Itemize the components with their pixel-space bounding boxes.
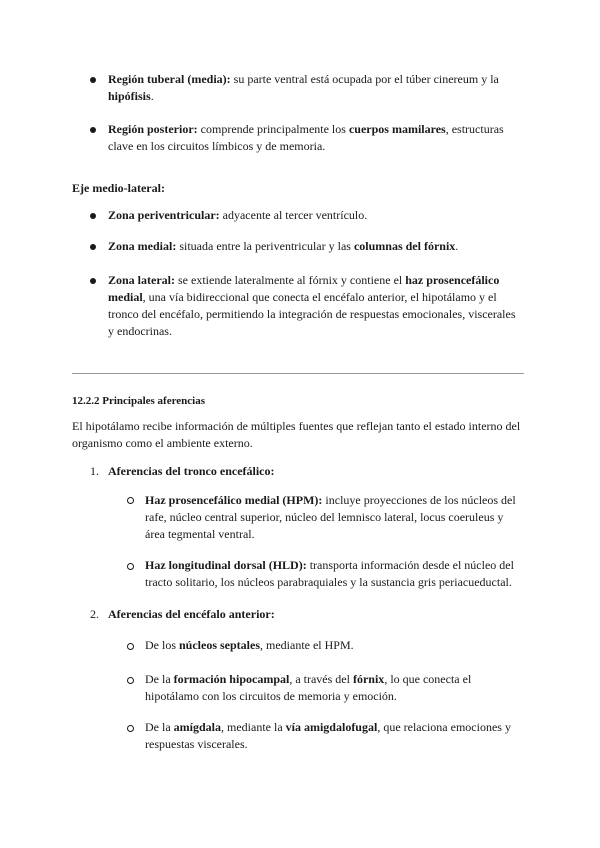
list-item: De los núcleos septales, mediante el HPM. <box>145 638 354 652</box>
bullet-icon <box>90 77 96 83</box>
circle-bullet-icon <box>127 497 134 504</box>
list-number: 2. <box>90 607 99 621</box>
list-item: Zona lateral: se extiende lateralmente al fórnix y contiene el haz prosencefálico medial, una vía bidireccional que conecta el encéfalo anterior, el hipotálamo y el tronco del encéfalo, permitiendo la integración de respuestas emocionales, viscerales y endocrinas. <box>108 273 516 338</box>
subsection-title: Aferencias del encéfalo anterior: <box>108 607 275 621</box>
list-number: 1. <box>90 464 99 478</box>
list-item: Zona periventricular: adyacente al tercer ventrículo. <box>108 208 368 222</box>
list-item: Haz longitudinal dorsal (HLD): transporta información desde el núcleo del tracto solitario, los núcleos parabraquiales y la sustancia gris periacueductal. <box>145 558 514 589</box>
bullet-icon <box>90 244 96 250</box>
list-item: Zona medial: situada entre la periventricular y las columnas del fórnix. <box>108 239 459 253</box>
section-title: 12.2.2 Principales aferencias <box>72 395 205 407</box>
bullet-icon <box>90 127 96 133</box>
list-item: De la amígdala, mediante la vía amigdalofugal, que relaciona emociones y respuestas viscerales. <box>145 720 511 751</box>
list-item: De la formación hipocampal, a través del fórnix, lo que conecta el hipotálamo con los circuitos de memoria y emoción. <box>145 672 472 703</box>
circle-bullet-icon <box>127 563 134 570</box>
list-item: Haz prosencefálico medial (HPM): incluye proyecciones de los núcleos del rafe, núcleo central superior, núcleo del lemnisco lateral, locus coeruleus y área tegmental ventral. <box>145 493 516 541</box>
subsection-title: Aferencias del tronco encefálico: <box>108 464 275 478</box>
circle-bullet-icon <box>127 677 134 684</box>
section-heading: Eje medio-lateral: <box>72 181 165 195</box>
divider <box>72 373 524 374</box>
list-item: Región posterior: comprende principalmente los cuerpos mamilares, estructuras clave en los circuitos límbicos y de memoria. <box>108 122 504 153</box>
bullet-icon <box>90 213 96 219</box>
bullet-icon <box>90 278 96 284</box>
circle-bullet-icon <box>127 643 134 650</box>
circle-bullet-icon <box>127 725 134 732</box>
list-item: Región tuberal (media): su parte ventral está ocupada por el túber cinereum y la hipófisis. <box>108 72 499 103</box>
intro-paragraph: El hipotálamo recibe información de múltiples fuentes que reflejan tanto el estado interno del organismo como el ambiente externo. <box>72 419 521 450</box>
